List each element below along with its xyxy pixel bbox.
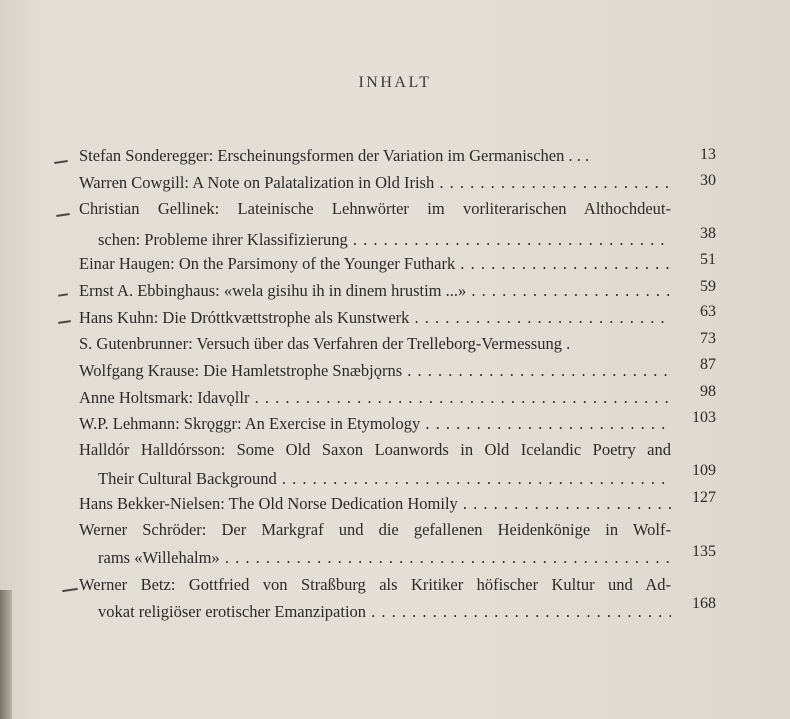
book-spine-edge <box>0 590 12 719</box>
page-number: 13 <box>700 146 716 163</box>
pencil-mark <box>56 213 70 217</box>
pencil-mark <box>54 160 68 164</box>
entry-text: Christian Gellinek: Lateinische Lehnwörter im vorliterarischen Althochdeut- <box>79 199 671 218</box>
page-number: 73 <box>700 330 716 347</box>
entry-text: Warren Cowgill: A Note on Palatalization in Old Irish . . . <box>79 173 671 193</box>
page-number: 87 <box>700 356 716 373</box>
page-number: 168 <box>692 595 716 612</box>
entry-text: Werner Betz: Gottfried von Straßburg als Kritiker höfischer Kultur und Ad- <box>79 575 671 594</box>
entry-text-continued: rams «Willehalm» . . . <box>98 548 671 568</box>
page-number: 103 <box>692 409 716 426</box>
pencil-mark <box>58 293 68 296</box>
page-number: 98 <box>700 383 716 400</box>
page-title: INHALT <box>358 74 432 91</box>
entry-text: S. Gutenbrunner: Versuch über das Verfahren der Trelleborg-Vermessung . <box>79 334 571 353</box>
entry-text-continued: Their Cultural Background . . . <box>98 469 671 489</box>
entry-text: Wolfgang Krause: Die Hamletstrophe Snæbjǫrns . . . <box>79 361 671 381</box>
entry-text: Ernst A. Ebbinghaus: «wela gisihu ih in dinem hrustim ...» . . . <box>79 281 671 301</box>
entry-text-continued: schen: Probleme ihrer Klassifizierung . . . <box>98 230 671 250</box>
page-number: 30 <box>700 172 716 189</box>
entry-text: Hans Bekker-Nielsen: The Old Norse Dedication Homily . . . <box>79 494 671 514</box>
entry-text: Halldór Halldórsson: Some Old Saxon Loanwords in Old Icelandic Poetry and <box>79 440 671 459</box>
pencil-mark <box>62 588 78 592</box>
entry-text: Werner Schröder: Der Markgraf und die gefallenen Heidenkönige in Wolf- <box>79 520 671 539</box>
page-number: 109 <box>692 462 716 479</box>
entry-text-continued: vokat religiöser erotischer Emanzipation . . . <box>98 602 671 622</box>
entry-text: Einar Haugen: On the Parsimony of the Younger Futhark . . . <box>79 254 671 274</box>
pencil-mark <box>58 320 71 324</box>
entry-text: Anne Holtsmark: Idavǫllr . . . <box>79 388 671 408</box>
page-number: 38 <box>700 225 716 242</box>
page-number: 135 <box>692 543 716 560</box>
page-number: 59 <box>700 278 716 295</box>
entry-text: Hans Kuhn: Die Dróttkvættstrophe als Kunstwerk . . . <box>79 308 671 328</box>
entry-text: Stefan Sonderegger: Erscheinungsformen der Variation im Germanischen . . . <box>79 146 590 165</box>
page-number: 127 <box>692 489 716 506</box>
entry-text: W.P. Lehmann: Skrǫggr: An Exercise in Etymology . . . <box>79 414 671 434</box>
page-number: 63 <box>700 303 716 320</box>
page-number: 51 <box>700 251 716 268</box>
